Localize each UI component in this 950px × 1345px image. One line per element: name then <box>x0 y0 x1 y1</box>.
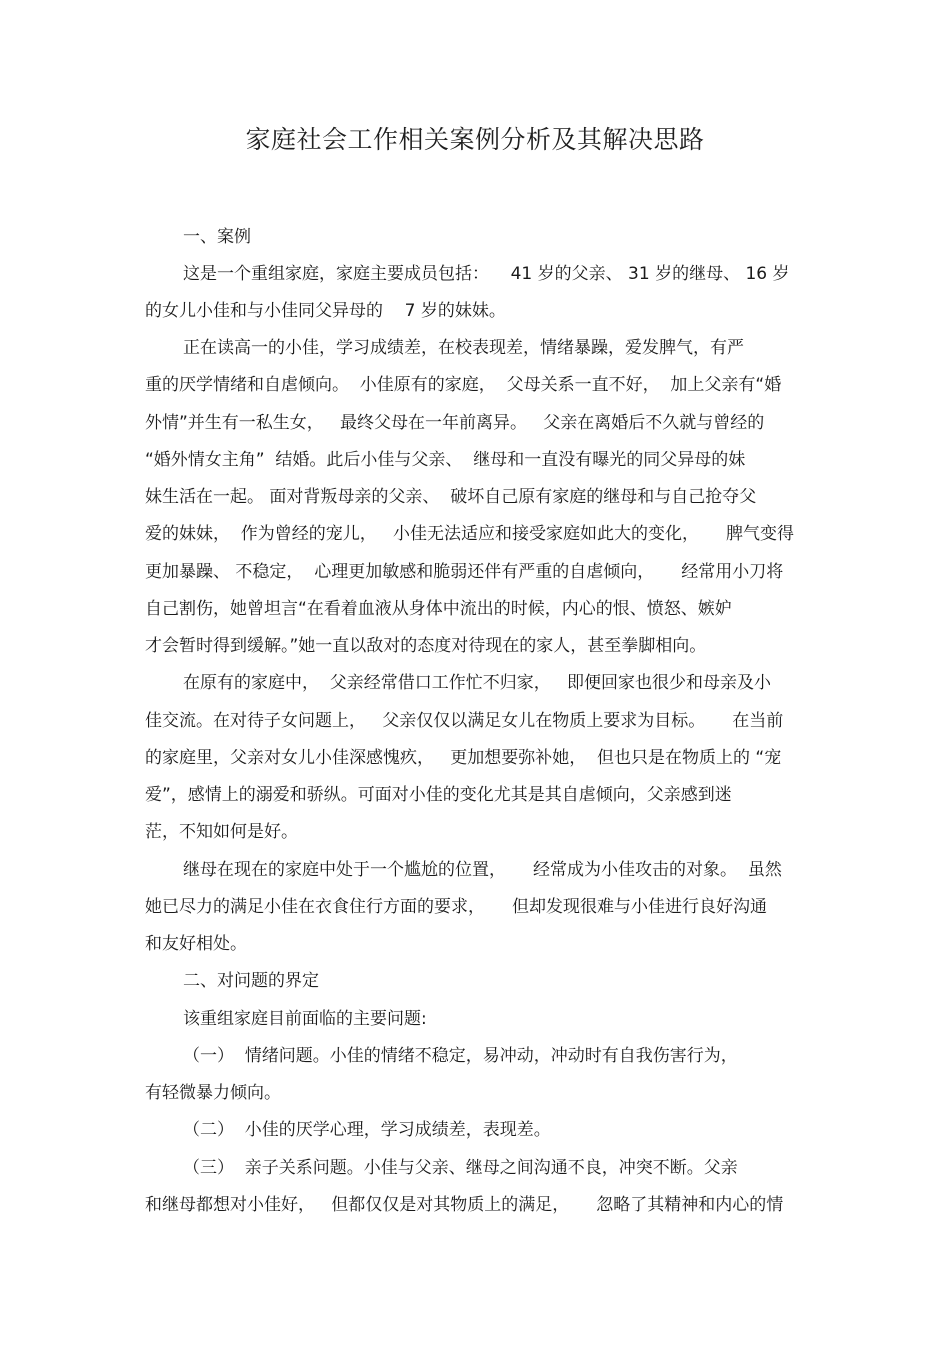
paragraph-line: 自己割伤，她曾坦言“在看着血液从身体中流出的时候，内心的恨、愤怒、嫉妒 <box>145 599 732 619</box>
paragraph-line: 外情”并生有一私生女， 最终父母在一年前离异。 父亲在离婚后不久就与曾经的 <box>145 413 765 433</box>
paragraph-line: 正在读高一的小佳，学习成绩差，在校表现差，情绪暴躁，爱发脾气，有严 <box>183 338 744 358</box>
paragraph-line: 的女儿小佳和与小佳同父异母的 7 岁的妹妹。 <box>145 301 506 321</box>
paragraph-line: 更加暴躁、 不稳定， 心理更加敏感和脆弱还伴有严重的自虐倾向， 经常用小刀将 <box>145 562 784 582</box>
paragraph-line: 继母在现在的家庭中处于一个尴尬的位置， 经常成为小佳攻击的对象。 虽然 <box>183 860 782 880</box>
paragraph-line: 爱的妹妹， 作为曾经的宠儿， 小佳无法适应和接受家庭如此大的变化， 脾气变得 <box>145 524 795 544</box>
list-item-line: 和继母都想对小佳好， 但都仅仅是对其物质上的满足， 忽略了其精神和内心的情 <box>145 1195 784 1215</box>
paragraph-line: 爱”，感情上的溺爱和骄纵。可面对小佳的变化尤其是其自虐倾向，父亲感到迷 <box>145 785 732 805</box>
list-item-line: （三） 亲子关系问题。小佳与父亲、继母之间沟通不良，冲突不断。父亲 <box>183 1158 738 1178</box>
section-heading: 二、对问题的界定 <box>183 971 319 991</box>
paragraph-line: 这是一个重组家庭，家庭主要成员包括： 41 岁的父亲、 31 岁的继母、 16 岁 <box>183 264 790 284</box>
paragraph-line: 和友好相处。 <box>145 934 247 954</box>
list-item-line: 有轻微暴力倾向。 <box>145 1083 281 1103</box>
paragraph-line: 才会暂时得到缓解。”她一直以敌对的态度对待现在的家人，甚至拳脚相向。 <box>145 636 707 656</box>
list-item-line: （一） 情绪问题。小佳的情绪不稳定，易冲动，冲动时有自我伤害行为， <box>183 1046 738 1066</box>
paragraph-line: 茫，不知如何是好。 <box>145 822 298 842</box>
document-title: 家庭社会工作相关案例分析及其解决思路 <box>245 125 705 154</box>
paragraph-line: 重的厌学情绪和自虐倾向。 小佳原有的家庭， 父母关系一直不好， 加上父亲有“婚 <box>145 375 782 395</box>
paragraph-line: 的家庭里，父亲对女儿小佳深感愧疚， 更加想要弥补她， 但也只是在物质上的 “宠 <box>145 748 782 768</box>
paragraph-line: 妹生活在一起。 面对背叛母亲的父亲、 破坏自己原有家庭的继母和与自己抢夺父 <box>145 487 757 507</box>
list-item-line: （二） 小佳的厌学心理，学习成绩差，表现差。 <box>183 1120 551 1140</box>
paragraph-line: 该重组家庭目前面临的主要问题: <box>183 1009 427 1029</box>
paragraph-line: 她已尽力的满足小佳在衣食住行方面的要求， 但却发现很难与小佳进行良好沟通 <box>145 897 768 917</box>
paragraph-line: 在原有的家庭中， 父亲经常借口工作忙不归家， 即便回家也很少和母亲及小 <box>183 673 772 693</box>
paragraph-line: 佳交流。在对待子女问题上， 父亲仅仅以满足女儿在物质上要求为目标。 在当前 <box>145 711 784 731</box>
section-heading: 一、案例 <box>183 227 251 247</box>
paragraph-line: “婚外情女主角” 结婚。此后小佳与父亲、 继母和一直没有曝光的同父异母的妹 <box>145 450 746 470</box>
